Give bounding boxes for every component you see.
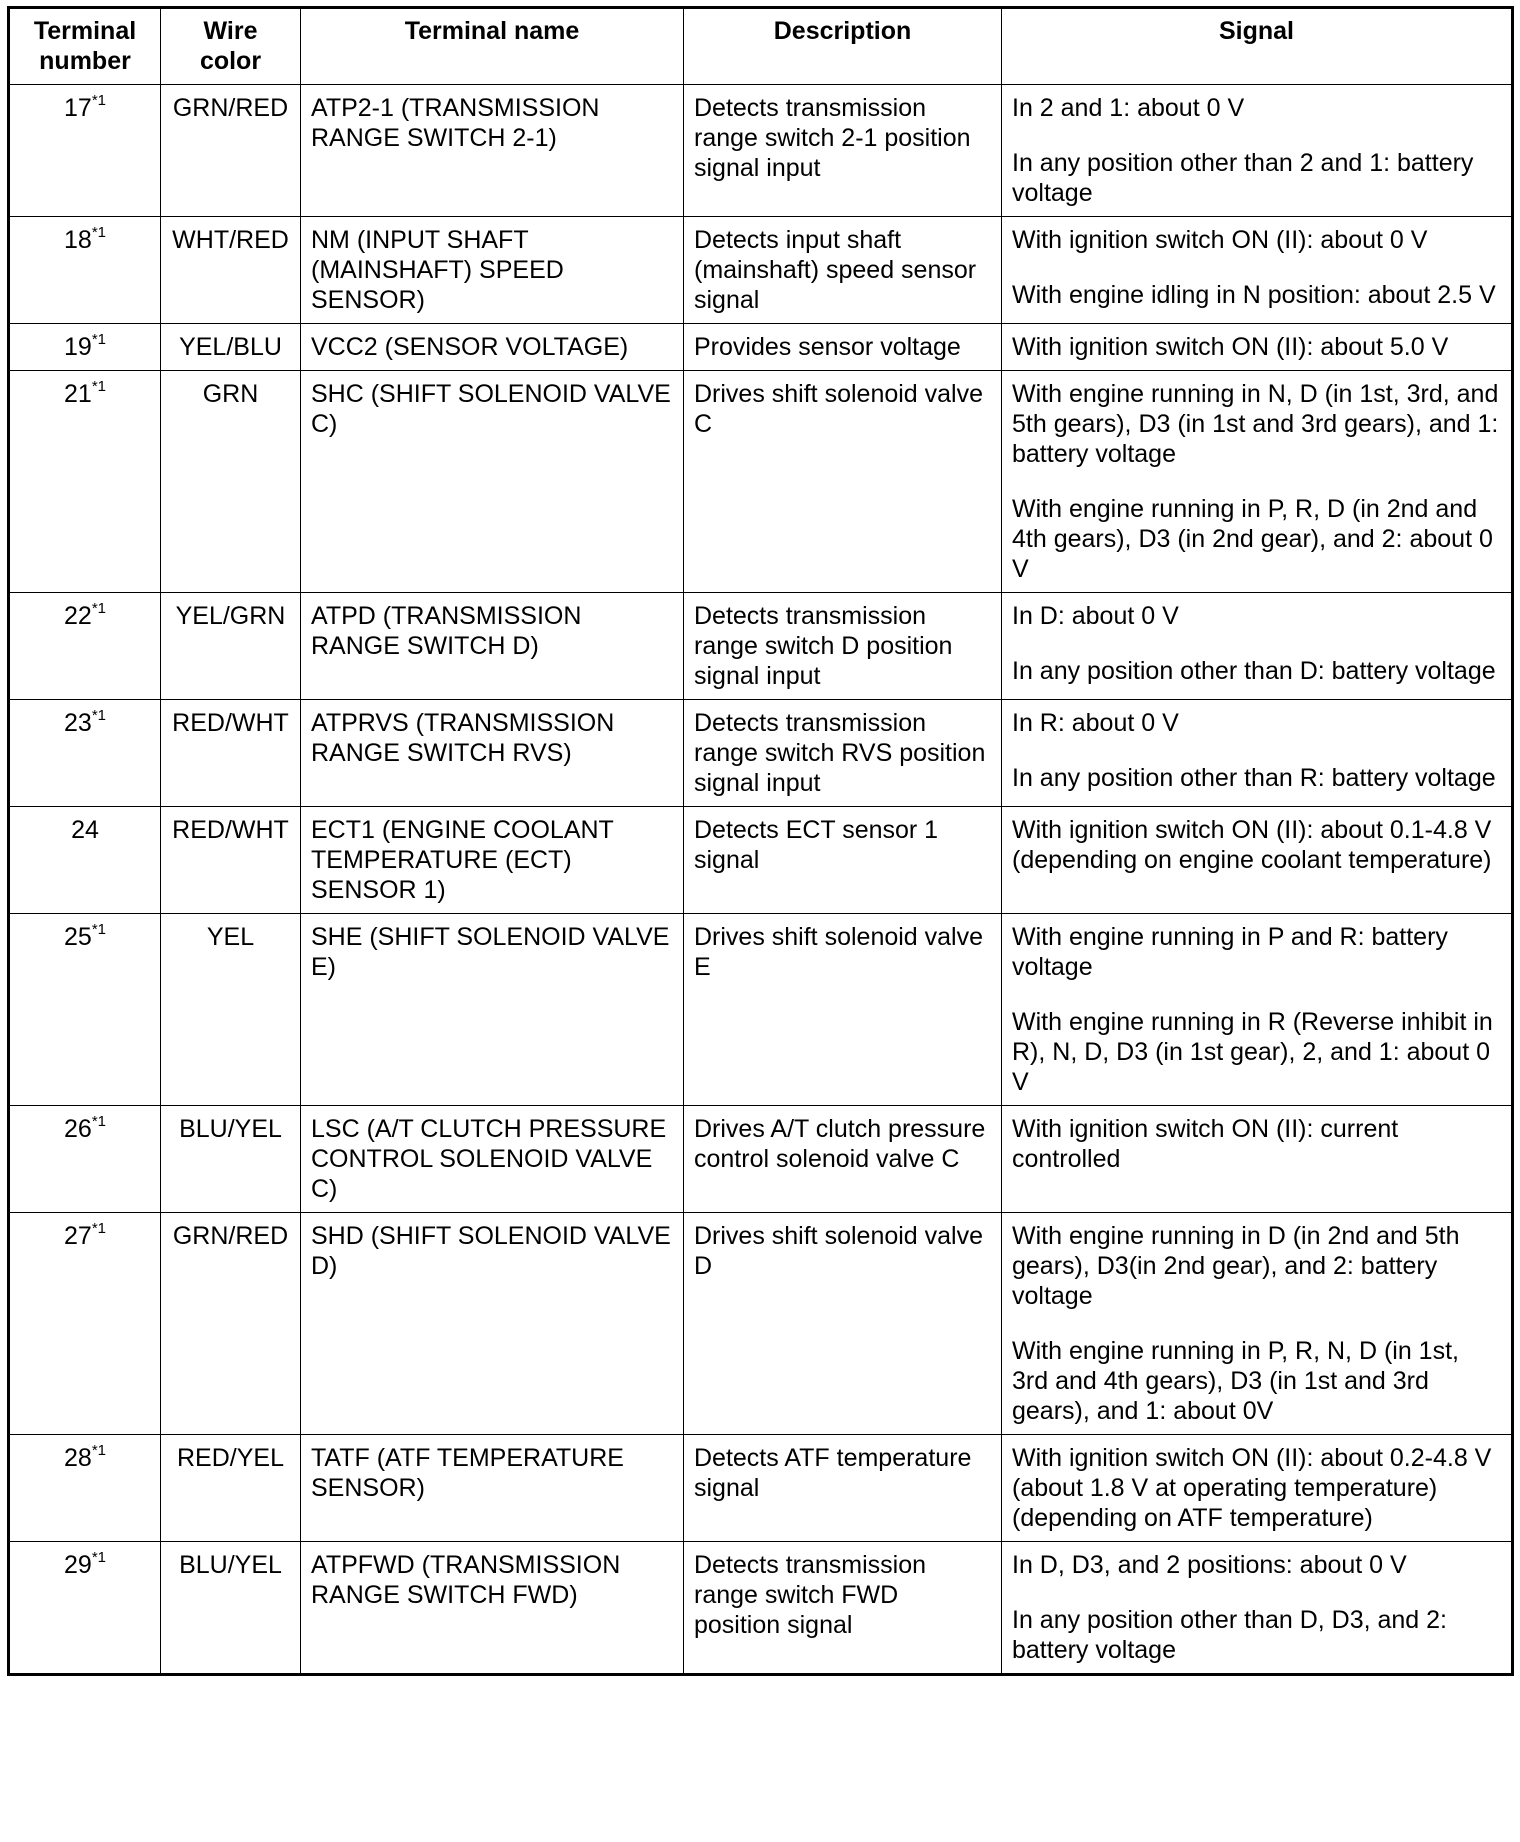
terminal-number: 27 — [64, 1222, 92, 1250]
table-row — [9, 85, 1513, 217]
signal-cell — [1002, 324, 1513, 371]
signal-line: With engine running in P and R: battery voltage — [1012, 923, 1448, 981]
signal-line: With engine running in D (in 2nd and 5th gears), D3(in 2nd gear), and 2: battery voltage — [1012, 1222, 1460, 1310]
signal-line: In D, D3, and 2 positions: about 0 V — [1012, 1551, 1407, 1579]
signal-line: In 2 and 1: about 0 V — [1012, 94, 1245, 122]
terminal-number-cell — [9, 1106, 161, 1213]
wire-color-cell: YEL/BLU — [161, 324, 301, 371]
terminal-number: 25 — [64, 923, 92, 951]
signal-line: With ignition switch ON (II): about 0.1-4.8 V (depending on engine coolant temperature) — [1012, 816, 1492, 874]
signal-cell — [1002, 85, 1513, 217]
footnote-marker: *1 — [91, 1219, 106, 1237]
terminal-number: 28 — [64, 1444, 92, 1472]
description-cell: Provides sensor voltage — [684, 324, 1002, 371]
signal-line: With ignition switch ON (II): about 5.0 V — [1012, 333, 1449, 361]
description-cell: Detects transmission range switch FWD position signal — [684, 1542, 1002, 1675]
wire-color-cell: YEL/GRN — [161, 593, 301, 700]
terminal-number: 22 — [64, 602, 92, 630]
footnote-marker: *1 — [91, 599, 106, 617]
signal-line: With engine running in P, R, D (in 2nd and 4th gears), D3 (in 2nd gear), and 2: about 0 V — [1012, 495, 1493, 583]
footnote-marker: *1 — [91, 1548, 106, 1566]
wire-color-cell: GRN — [161, 371, 301, 593]
table-row — [9, 1542, 1513, 1675]
signal-cell — [1002, 593, 1513, 700]
terminal-number-cell — [9, 1542, 161, 1675]
table-row — [9, 593, 1513, 700]
table-row — [9, 1106, 1513, 1213]
terminal-number-cell — [9, 914, 161, 1106]
header-row — [9, 8, 1513, 85]
description-cell: Drives A/T clutch pressure control solenoid valve C — [684, 1106, 1002, 1213]
terminal-number: 21 — [64, 380, 92, 408]
terminal-name-cell: ATP2-1 (TRANSMISSION RANGE SWITCH 2-1) — [301, 85, 684, 217]
signal-line: In D: about 0 V — [1012, 602, 1179, 630]
terminal-name-cell: ATPRVS (TRANSMISSION RANGE SWITCH RVS) — [301, 700, 684, 807]
signal-cell — [1002, 700, 1513, 807]
table-row — [9, 700, 1513, 807]
wire-color-cell: RED/WHT — [161, 807, 301, 914]
header-wire-color: Wire color — [161, 8, 301, 85]
header-signal: Signal — [1002, 8, 1513, 85]
signal-line: In any position other than 2 and 1: battery voltage — [1012, 149, 1474, 207]
footnote-marker: *1 — [91, 377, 106, 395]
description-cell: Detects input shaft (mainshaft) speed sensor signal — [684, 217, 1002, 324]
table-row — [9, 1213, 1513, 1435]
footnote-marker: *1 — [91, 1441, 106, 1459]
signal-line: With engine running in P, R, N, D (in 1st, 3rd and 4th gears), D3 (in 1st and 3rd gears), and 1: about 0V — [1012, 1337, 1459, 1425]
wire-color-cell: RED/WHT — [161, 700, 301, 807]
terminal-name-cell: VCC2 (SENSOR VOLTAGE) — [301, 324, 684, 371]
terminal-name-cell: SHC (SHIFT SOLENOID VALVE C) — [301, 371, 684, 593]
signal-cell — [1002, 914, 1513, 1106]
wire-color-cell: YEL — [161, 914, 301, 1106]
footnote-marker: *1 — [91, 330, 106, 348]
terminal-name-cell: NM (INPUT SHAFT (MAINSHAFT) SPEED SENSOR) — [301, 217, 684, 324]
description-cell: Drives shift solenoid valve E — [684, 914, 1002, 1106]
signal-cell — [1002, 807, 1513, 914]
footnote-marker: *1 — [91, 706, 106, 724]
wire-color-cell: RED/YEL — [161, 1435, 301, 1542]
terminal-table-container — [7, 6, 1511, 1676]
footnote-marker: *1 — [91, 1112, 106, 1130]
terminal-number-cell — [9, 1213, 161, 1435]
signal-line: In any position other than R: battery voltage — [1012, 764, 1496, 792]
terminal-number-cell — [9, 807, 161, 914]
terminal-number: 23 — [64, 709, 92, 737]
signal-cell — [1002, 1435, 1513, 1542]
terminal-number: 29 — [64, 1551, 92, 1579]
signal-line: With ignition switch ON (II): about 0 V — [1012, 226, 1428, 254]
header-terminal-name: Terminal name — [301, 8, 684, 85]
terminal-number: 17 — [64, 94, 92, 122]
signal-cell — [1002, 217, 1513, 324]
footnote-marker: *1 — [91, 920, 106, 938]
terminal-number-cell — [9, 593, 161, 700]
description-cell: Detects transmission range switch RVS position signal input — [684, 700, 1002, 807]
terminal-name-cell: SHD (SHIFT SOLENOID VALVE D) — [301, 1213, 684, 1435]
header-description: Description — [684, 8, 1002, 85]
signal-cell — [1002, 1106, 1513, 1213]
description-cell: Detects transmission range switch D position signal input — [684, 593, 1002, 700]
header-terminal-number: Terminal number — [9, 8, 161, 85]
signal-line: In any position other than D, D3, and 2: battery voltage — [1012, 1606, 1447, 1664]
terminal-number-cell — [9, 85, 161, 217]
wire-color-cell: GRN/RED — [161, 1213, 301, 1435]
signal-cell — [1002, 371, 1513, 593]
terminal-number-cell — [9, 371, 161, 593]
terminal-number-cell — [9, 700, 161, 807]
signal-line: In any position other than D: battery voltage — [1012, 657, 1496, 685]
wire-color-cell: GRN/RED — [161, 85, 301, 217]
signal-line: With engine idling in N position: about 2.5 V — [1012, 281, 1496, 309]
terminal-number: 19 — [64, 333, 92, 361]
terminal-number: 26 — [64, 1115, 92, 1143]
description-cell: Detects transmission range switch 2-1 position signal input — [684, 85, 1002, 217]
table-row — [9, 1435, 1513, 1542]
signal-line: With engine running in N, D (in 1st, 3rd, and 5th gears), D3 (in 1st and 3rd gears), and 1: battery voltage — [1012, 380, 1499, 468]
description-cell: Detects ECT sensor 1 signal — [684, 807, 1002, 914]
table-body — [9, 85, 1513, 1675]
table-row — [9, 324, 1513, 371]
footnote-marker: *1 — [91, 223, 106, 241]
terminal-table — [7, 6, 1514, 1676]
description-cell: Detects ATF temperature signal — [684, 1435, 1002, 1542]
signal-line: With engine running in R (Reverse inhibit in R), N, D, D3 (in 1st gear), 2, and 1: about 0 V — [1012, 1008, 1493, 1096]
terminal-number: 24 — [71, 816, 99, 844]
terminal-name-cell: ATPD (TRANSMISSION RANGE SWITCH D) — [301, 593, 684, 700]
table-header — [9, 8, 1513, 85]
footnote-marker: *1 — [91, 91, 106, 109]
signal-line: With ignition switch ON (II): current controlled — [1012, 1115, 1399, 1173]
wire-color-cell: BLU/YEL — [161, 1106, 301, 1213]
terminal-number: 18 — [64, 226, 92, 254]
signal-line: With ignition switch ON (II): about 0.2-4.8 V (about 1.8 V at operating temperature) (depending on ATF temperature) — [1012, 1444, 1492, 1532]
terminal-number-cell — [9, 324, 161, 371]
terminal-name-cell: ATPFWD (TRANSMISSION RANGE SWITCH FWD) — [301, 1542, 684, 1675]
wire-color-cell: BLU/YEL — [161, 1542, 301, 1675]
terminal-number-cell — [9, 217, 161, 324]
terminal-number-cell — [9, 1435, 161, 1542]
terminal-name-cell: TATF (ATF TEMPERATURE SENSOR) — [301, 1435, 684, 1542]
terminal-name-cell: LSC (A/T CLUTCH PRESSURE CONTROL SOLENOID VALVE C) — [301, 1106, 684, 1213]
table-row — [9, 371, 1513, 593]
wire-color-cell: WHT/RED — [161, 217, 301, 324]
table-row — [9, 807, 1513, 914]
description-cell: Drives shift solenoid valve D — [684, 1213, 1002, 1435]
signal-line: In R: about 0 V — [1012, 709, 1179, 737]
signal-cell — [1002, 1542, 1513, 1675]
table-row — [9, 217, 1513, 324]
signal-cell — [1002, 1213, 1513, 1435]
table-row — [9, 914, 1513, 1106]
description-cell: Drives shift solenoid valve C — [684, 371, 1002, 593]
terminal-name-cell: ECT1 (ENGINE COOLANT TEMPERATURE (ECT) SENSOR 1) — [301, 807, 684, 914]
terminal-name-cell: SHE (SHIFT SOLENOID VALVE E) — [301, 914, 684, 1106]
